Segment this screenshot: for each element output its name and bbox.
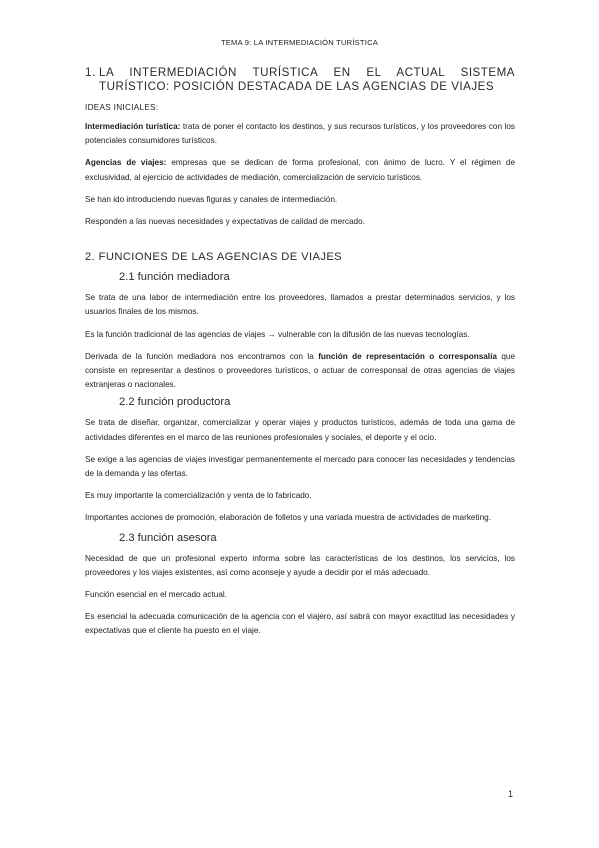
ideas-label: IDEAS INICIALES: <box>85 103 159 112</box>
section-1-title: LA INTERMEDIACIÓN TURÍSTICA EN EL ACTUAL SISTEMA TURÍSTICO: POSICIÓN DESTACADA DE LAS AGENCIAS DE VIAJES <box>99 66 515 93</box>
section-1-heading <box>85 66 515 94</box>
page-number: 1 <box>508 789 514 799</box>
term-representacion: función de representación o corresponsalía <box>318 351 497 361</box>
paragraph-intermediacion <box>85 120 515 148</box>
paragraph-2-1-c-start: Derivada de la función mediadora nos encontramos con la <box>85 351 319 361</box>
page-header: TEMA 9: LA INTERMEDIACIÓN TURÍSTICA <box>220 38 379 47</box>
document-body <box>85 66 515 647</box>
term-intermediacion: Intermediación turística: <box>85 122 181 131</box>
subsection-2-2-heading: 2.2 función productora <box>119 396 231 409</box>
subsection-2-1-heading: 2.1 función mediadora <box>119 271 230 284</box>
paragraph-2-1-b: Es la función tradicional de las agencias de viajes → vulnerable con la difusión de las nuevas tecnologías. <box>85 329 470 339</box>
paragraph-2-3-a: Necesidad de que un profesional experto informa sobre las características de los destinos, los servicios, los proveedores y los viajes existentes, así como aconseje y ayude a decidir por el más adecuado. <box>85 553 515 577</box>
paragraph-2-1-c-end: que consiste en representar a destinos o proveedores turísticos, o actuar de corresponsal de otras agencias de viajes extranjeras o nacionales. <box>85 351 515 390</box>
section-2-heading: 2. FUNCIONES DE LAS AGENCIAS DE VIAJES <box>85 251 343 264</box>
paragraph-2-3-c: Es esencial la adecuada comunicación de la agencia con el viajero, así sabrá con mayor exactitud las necesidades y expectativas que el cliente ha puesto en el viaje. <box>85 612 515 636</box>
paragraph-2-1-a: Se trata de una labor de intermediación entre los proveedores, llamados a prestar determinados servicios, y los usuarios finales de los mismos. <box>85 293 515 317</box>
paragraph-responden: Responden a las nuevas necesidades y expectativas de calidad de mercado. <box>85 217 365 227</box>
subsection-2-3-heading: 2.3 función asesora <box>119 531 217 544</box>
definition-agencias: empresas que se dedican de forma profesional, con ánimo de lucro. Y el régimen de exclusividad, al ejercicio de actividades de mediación, comercialización de servicio turísticos. <box>85 158 516 182</box>
paragraph-2-3-b: Función esencial en el mercado actual. <box>85 590 227 600</box>
definition-intermediacion: trata de poner el contacto los destinos, y sus recursos turísticos, y los proveedores con los potenciales consumidores turísticos. <box>85 122 515 146</box>
paragraph-2-1-c <box>85 350 515 393</box>
paragraph-nuevas-figuras: Se han ido introduciendo nuevas figuras y canales de intermediación. <box>85 194 338 204</box>
paragraph-2-2-d: Importantes acciones de promoción, elaboración de folletos y una variada muestra de actividades de marketing. <box>85 513 491 523</box>
paragraph-2-2-a: Se trata de diseñar, organizar, comercializar y operar viajes y productos turísticos, además de toda una gama de actividades diferentes en el marco de las reuniones profesionales y sociales, el deporte y el ocio. <box>85 418 515 442</box>
term-agencias: Agencias de viajes: <box>85 158 167 168</box>
section-1-number: 1. <box>85 66 96 79</box>
paragraph-agencias <box>85 156 515 184</box>
paragraph-2-2-b: Se exige a las agencias de viajes investigar permanentemente el mercado para conocer las necesidades y tendencias de la demanda y las ofertas. <box>85 454 515 479</box>
paragraph-2-2-c: Es muy importante la comercialización y venta de lo fabricado. <box>85 491 312 501</box>
